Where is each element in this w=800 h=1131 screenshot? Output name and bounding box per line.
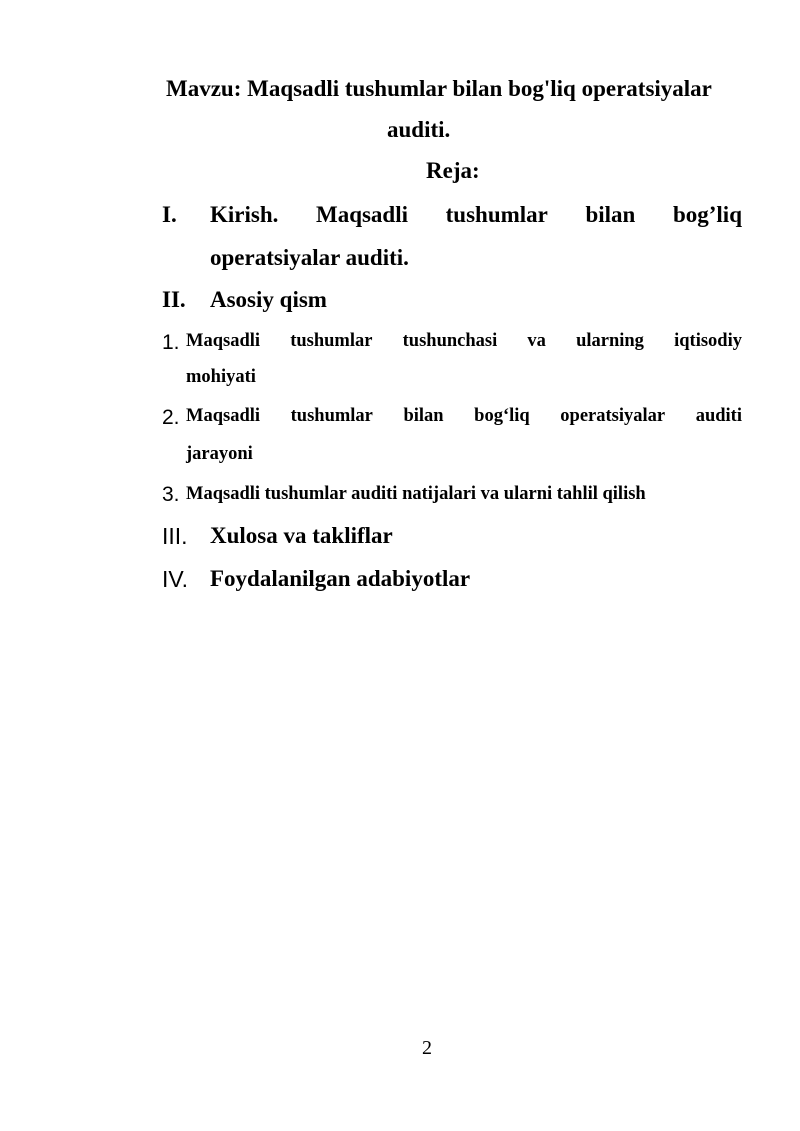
subsection-3-text: Maqsadli tushumlar auditi natijalari va ularni tahlil qilish [186, 484, 646, 504]
subsection-1-word: va [527, 331, 546, 351]
plan-heading: Reja: [426, 158, 480, 183]
subsection-number-2: 2. [162, 406, 180, 429]
subsection-1-word: ularning [576, 331, 644, 351]
subsection-number-1: 1. [162, 331, 180, 354]
subsection-2-word: auditi [695, 406, 742, 426]
subsection-1-word: tushumlar [290, 331, 373, 351]
section-numeral-3: III. [162, 523, 188, 549]
section-1-text-line-1 [210, 202, 742, 228]
subsection-2-text-line-1 [186, 406, 742, 427]
section-numeral-1: I. [162, 202, 177, 227]
subsection-2-word: Maqsadli [186, 406, 261, 426]
subsection-2-word: operatsiyalar [560, 406, 666, 426]
section-1-word: Maqsadli [315, 202, 409, 227]
section-1-word: bilan [585, 202, 636, 227]
subsection-2-word: bog‘liq [474, 406, 530, 426]
subsection-2-word: tushumlar [290, 406, 373, 426]
subsection-1-text-line-1 [186, 331, 742, 352]
section-1-text-line-2: operatsiyalar auditi. [210, 245, 409, 270]
subsection-1-word: Maqsadli [186, 331, 261, 351]
document-title-line-2: auditi. [387, 117, 451, 142]
section-numeral-4: IV. [162, 566, 189, 592]
subsection-2-word: bilan [403, 406, 444, 426]
section-3-text: Xulosa va takliflar [210, 523, 393, 548]
section-1-word: tushumlar [445, 202, 548, 227]
section-4-text: Foydalanilgan adabiyotlar [210, 566, 471, 591]
page-number: 2 [422, 1037, 432, 1059]
subsection-number-3: 3. [162, 483, 180, 506]
section-numeral-2: II. [162, 287, 186, 312]
subsection-1-word: iqtisodiy [674, 331, 742, 351]
section-2-text: Asosiy qism [210, 287, 327, 312]
subsection-1-word: tushunchasi [402, 331, 498, 351]
subsection-1-text-line-2: mohiyati [186, 367, 256, 387]
section-1-word: bog’liq [672, 202, 742, 227]
section-1-word: Kirish. [210, 202, 279, 227]
document-title-line-1: Mavzu: Maqsadli tushumlar bilan bog'liq operatsiyalar [166, 76, 712, 101]
subsection-2-text-line-2: jarayoni [186, 444, 253, 464]
